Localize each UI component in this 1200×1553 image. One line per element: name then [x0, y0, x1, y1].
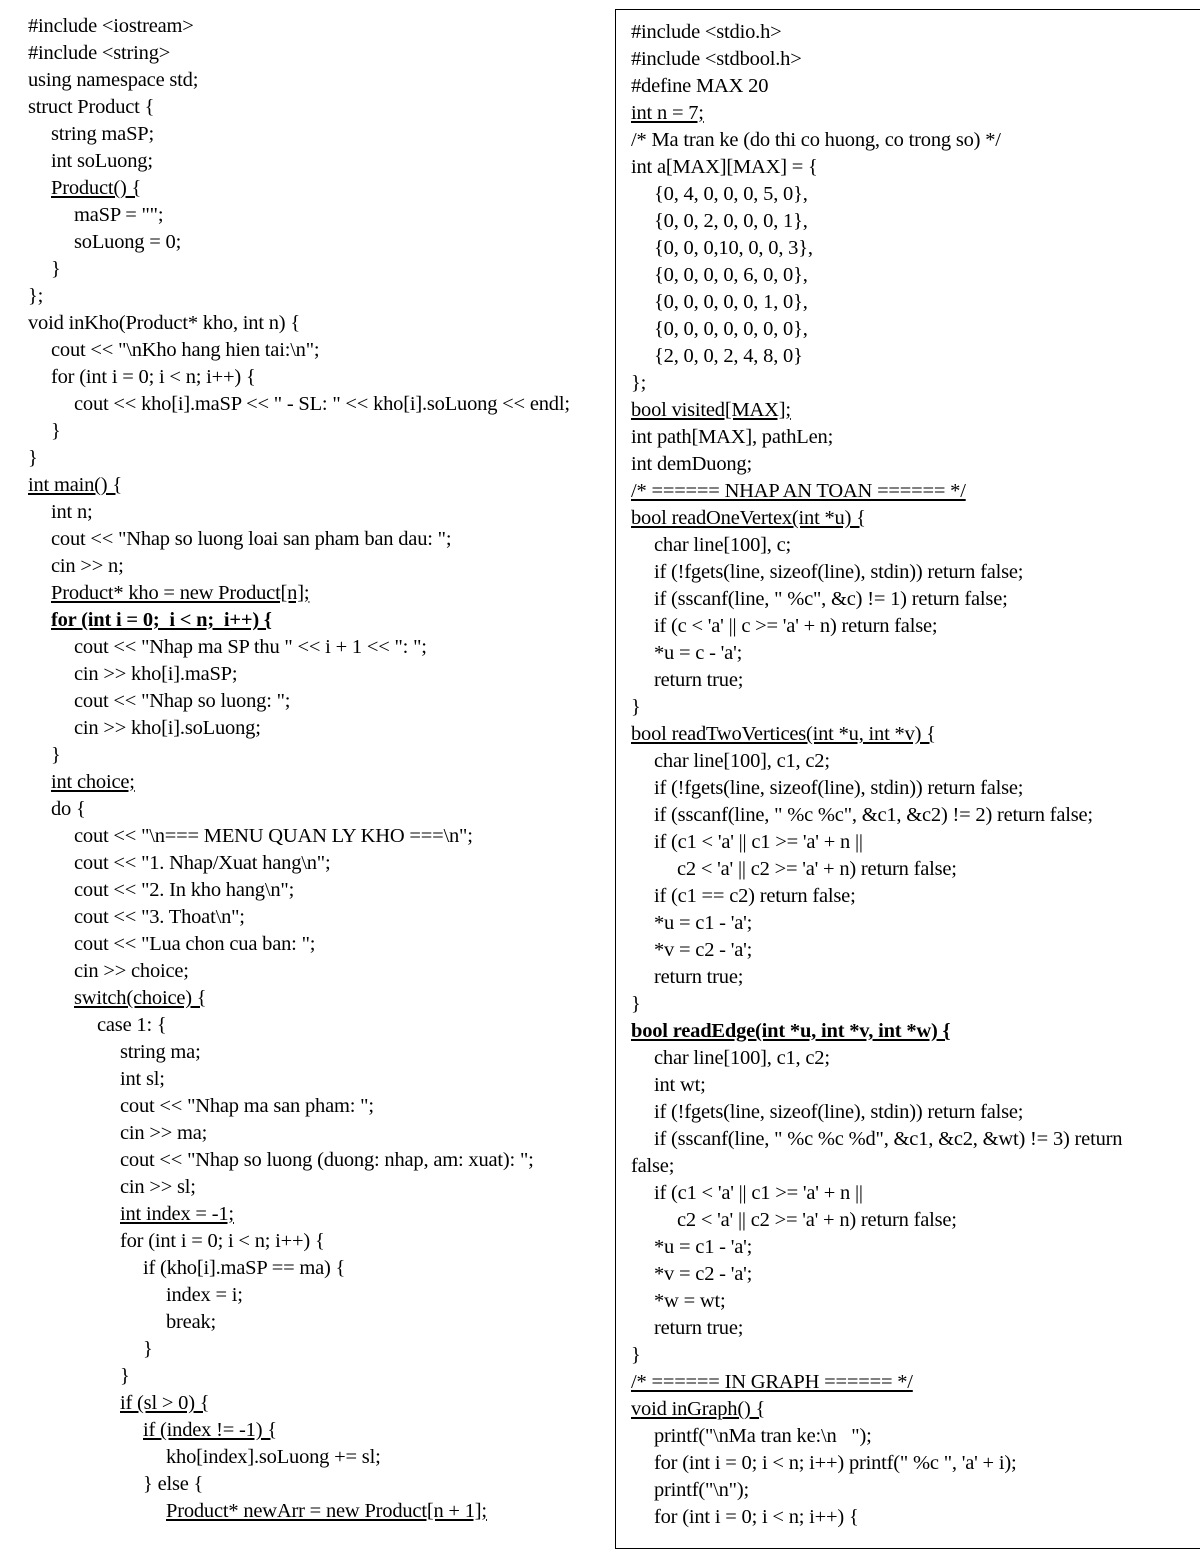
code-line: if (c1 == c2) return false; — [654, 885, 856, 907]
code-line: *v = c2 - 'a'; — [654, 939, 753, 961]
code-line: void inGraph() { — [631, 1398, 766, 1420]
code-line: cout << "2. In kho hang\n"; — [74, 879, 295, 901]
code-line: cout << "Nhap so luong loai san pham ban dau: "; — [51, 528, 452, 550]
code-line: {0, 0, 0,10, 0, 0, 3}, — [654, 237, 813, 259]
code-line: string ma; — [120, 1041, 201, 1063]
code-line: cout << "\nKho hang hien tai:\n"; — [51, 339, 320, 361]
code-line: if (c < 'a' || c >= 'a' + n) return false; — [654, 615, 938, 637]
code-line: #include <iostream> — [28, 15, 194, 37]
code-line: if (index != -1) { — [143, 1419, 277, 1441]
code-line: cin >> n; — [51, 555, 124, 577]
code-line: cin >> choice; — [74, 960, 189, 982]
code-line: cout << "Nhap ma san pham: "; — [120, 1095, 374, 1117]
code-line: for (int i = 0; i < n; i++) { — [654, 1506, 859, 1528]
code-line: printf("\n"); — [654, 1479, 749, 1501]
code-line: bool readTwoVertices(int *u, int *v) { — [631, 723, 936, 745]
cpp-code-listing — [28, 13, 616, 1553]
code-line: *u = c1 - 'a'; — [654, 912, 753, 934]
code-line: return true; — [654, 966, 744, 988]
code-line: } else { — [143, 1473, 204, 1495]
code-line: if (!fgets(line, sizeof(line), stdin)) return false; — [654, 1101, 1024, 1123]
code-line: c2 < 'a' || c2 >= 'a' + n) return false; — [677, 858, 957, 880]
code-line: int n = 7; — [631, 102, 704, 124]
code-line: #define MAX 20 — [631, 75, 769, 97]
code-line: cin >> kho[i].maSP; — [74, 663, 238, 685]
code-line: cout << "\n=== MENU QUAN LY KHO ===\n"; — [74, 825, 473, 847]
code-line: kho[index].soLuong += sl; — [166, 1446, 381, 1468]
code-line: index = i; — [166, 1284, 243, 1306]
code-line: *w = wt; — [654, 1290, 726, 1312]
code-line: } — [120, 1365, 130, 1387]
code-line: int soLuong; — [51, 150, 153, 172]
code-line: *v = c2 - 'a'; — [654, 1263, 753, 1285]
code-line: if (kho[i].maSP == ma) { — [143, 1257, 346, 1279]
code-line: cin >> ma; — [120, 1122, 208, 1144]
code-line: maSP = ""; — [74, 204, 164, 226]
code-line: {0, 4, 0, 0, 0, 5, 0}, — [654, 183, 808, 205]
code-line: int demDuong; — [631, 453, 752, 475]
code-line: Product* newArr = new Product[n + 1]; — [166, 1500, 487, 1522]
code-line: bool readEdge(int *u, int *v, int *w) { — [631, 1020, 951, 1042]
code-line: if (c1 < 'a' || c1 >= 'a' + n || — [654, 831, 863, 853]
code-line: cout << "Nhap so luong (duong: nhap, am: xuat): "; — [120, 1149, 534, 1171]
code-line: cout << "Nhap so luong: "; — [74, 690, 291, 712]
code-line: do { — [51, 798, 86, 820]
code-line: {0, 0, 0, 0, 0, 0, 0}, — [654, 318, 808, 340]
code-line: int path[MAX], pathLen; — [631, 426, 834, 448]
code-line: soLuong = 0; — [74, 231, 182, 253]
code-line: int index = -1; — [120, 1203, 234, 1225]
code-line: #include <stdbool.h> — [631, 48, 802, 70]
code-line: switch(choice) { — [74, 987, 207, 1009]
code-line: }; — [28, 285, 44, 307]
code-line: using namespace std; — [28, 69, 199, 91]
code-line: for (int i = 0; i < n; i++) { — [51, 609, 272, 631]
code-line: for (int i = 0; i < n; i++) printf(" %c ", 'a' + i); — [654, 1452, 1017, 1474]
code-line: cout << "Lua chon cua ban: "; — [74, 933, 316, 955]
code-line: c2 < 'a' || c2 >= 'a' + n) return false; — [677, 1209, 957, 1231]
code-line: } — [28, 447, 38, 469]
code-line: cout << kho[i].maSP << " - SL: " << kho[i].soLuong << endl; — [74, 393, 570, 415]
code-line: #include <string> — [28, 42, 171, 64]
code-line: cout << "1. Nhap/Xuat hang\n"; — [74, 852, 331, 874]
code-line: int sl; — [120, 1068, 165, 1090]
code-line: Product* kho = new Product[n]; — [51, 582, 310, 604]
code-line: if (sscanf(line, " %c %c", &c1, &c2) != 2) return false; — [654, 804, 1093, 826]
code-line: } — [631, 1344, 641, 1366]
code-line: struct Product { — [28, 96, 155, 118]
code-line: case 1: { — [97, 1014, 167, 1036]
code-line: } — [51, 420, 61, 442]
code-line: if (sscanf(line, " %c %c %d", &c1, &c2, &wt) != 3) return — [654, 1128, 1123, 1150]
code-line: return true; — [654, 669, 744, 691]
code-line: {0, 0, 0, 0, 6, 0, 0}, — [654, 264, 808, 286]
code-line: } — [631, 993, 641, 1015]
code-line: int main() { — [28, 474, 122, 496]
code-line: break; — [166, 1311, 217, 1333]
code-line: int a[MAX][MAX] = { — [631, 156, 818, 178]
code-line: int wt; — [654, 1074, 706, 1096]
code-line: if (sl > 0) { — [120, 1392, 210, 1414]
code-line: void inKho(Product* kho, int n) { — [28, 312, 301, 334]
code-line: } — [51, 258, 61, 280]
code-line: if (!fgets(line, sizeof(line), stdin)) return false; — [654, 777, 1024, 799]
code-line: char line[100], c1, c2; — [654, 1047, 830, 1069]
code-line: /* Ma tran ke (do thi co huong, co trong so) */ — [631, 129, 1001, 151]
code-line: printf("\nMa tran ke:\n "); — [654, 1425, 872, 1447]
code-line: *u = c - 'a'; — [654, 642, 743, 664]
code-line: bool readOneVertex(int *u) { — [631, 507, 866, 529]
code-line: {2, 0, 0, 2, 4, 8, 0} — [654, 345, 803, 367]
c-code-listing — [631, 19, 1200, 1549]
code-line: cin >> kho[i].soLuong; — [74, 717, 261, 739]
code-line: } — [143, 1338, 153, 1360]
code-line: string maSP; — [51, 123, 154, 145]
code-line: /* ====== IN GRAPH ====== */ — [631, 1371, 913, 1393]
code-line: char line[100], c; — [654, 534, 791, 556]
code-line: cout << "3. Thoat\n"; — [74, 906, 245, 928]
code-line: for (int i = 0; i < n; i++) { — [120, 1230, 325, 1252]
code-line: /* ====== NHAP AN TOAN ====== */ — [631, 480, 966, 502]
code-line: bool visited[MAX]; — [631, 399, 791, 421]
code-line: int n; — [51, 501, 93, 523]
code-line: } — [631, 696, 641, 718]
code-line: {0, 0, 2, 0, 0, 0, 1}, — [654, 210, 808, 232]
code-line: if (c1 < 'a' || c1 >= 'a' + n || — [654, 1182, 863, 1204]
code-line: {0, 0, 0, 0, 0, 1, 0}, — [654, 291, 808, 313]
code-line: return true; — [654, 1317, 744, 1339]
code-line: } — [51, 744, 61, 766]
code-line: if (!fgets(line, sizeof(line), stdin)) return false; — [654, 561, 1024, 583]
code-line: }; — [631, 372, 647, 394]
code-line: cout << "Nhap ma SP thu " << i + 1 << ": "; — [74, 636, 427, 658]
code-line: char line[100], c1, c2; — [654, 750, 830, 772]
code-line: for (int i = 0; i < n; i++) { — [51, 366, 256, 388]
code-line: int choice; — [51, 771, 135, 793]
code-line: if (sscanf(line, " %c", &c) != 1) return false; — [654, 588, 1008, 610]
code-line: Product() { — [51, 177, 142, 199]
code-line: #include <stdio.h> — [631, 21, 782, 43]
code-line: false; — [631, 1155, 675, 1177]
code-line: *u = c1 - 'a'; — [654, 1236, 753, 1258]
code-line: cin >> sl; — [120, 1176, 196, 1198]
